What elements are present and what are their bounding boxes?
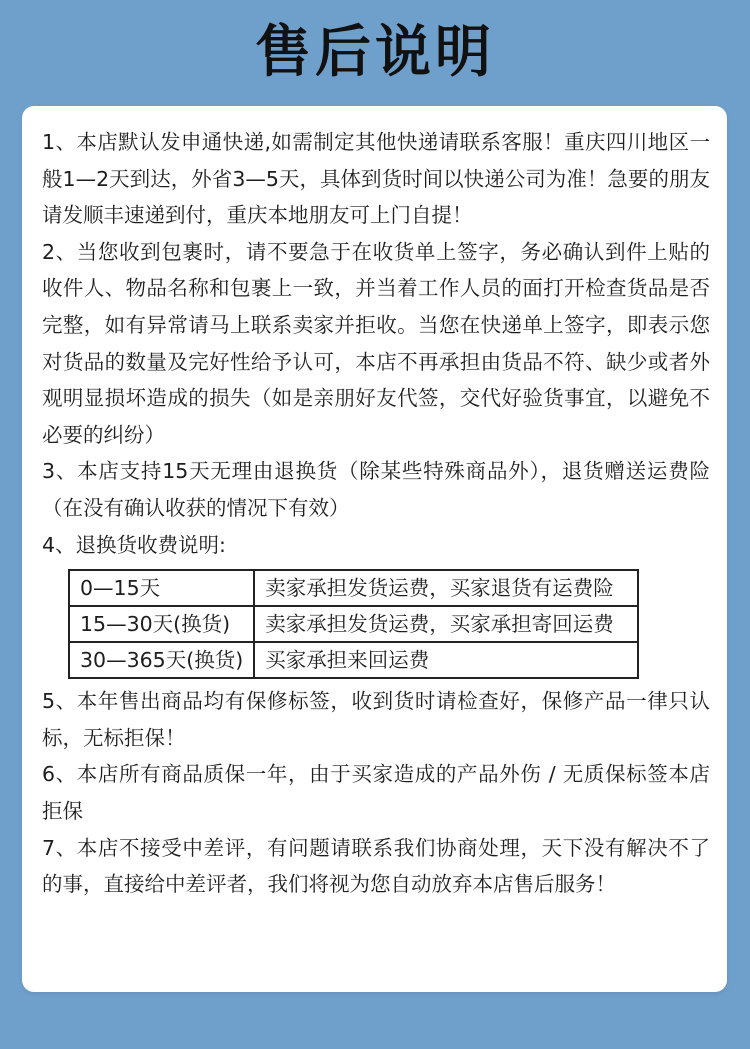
after-sales-card: [22, 106, 727, 992]
return-fee-table: [68, 569, 639, 679]
policy-item-1: 1、本店默认发申通快递,如需制定其他快递请联系客服！重庆四川地区一般1—2天到达，外省3—5天，具体到货时间以快递公司为准！急要的朋友请发顺丰速递到付，重庆本地朋友可上门自提！: [42, 130, 710, 228]
fee-period-cell: 0—15天: [69, 570, 254, 606]
policy-item-4: 4、退换货收费说明:: [42, 532, 226, 557]
fee-rule-cell: 买家承担来回运费: [254, 642, 638, 678]
page-title: 售后说明: [255, 20, 495, 85]
fee-rule-cell: 卖家承担发货运费，买家退货有运费险: [254, 570, 638, 606]
after-sales-content: [42, 124, 710, 903]
policy-item-6: 6、本店所有商品质保一年，由于买家造成的产品外伤 / 无质保标签本店拒保: [42, 762, 710, 823]
fee-period-cell: 15—30天(换货): [69, 606, 254, 642]
table-row: [69, 606, 638, 642]
fee-rule-cell: 卖家承担发货运费，买家承担寄回运费: [254, 606, 638, 642]
policy-item-5: 5、本年售出商品均有保修标签，收到货时请检查好，保修产品一律只认标，无标拒保！: [42, 689, 710, 750]
table-row: [69, 642, 638, 678]
policy-item-7: 7、本店不接受中差评，有问题请联系我们协商处理，天下没有解决不了的事，直接给中差评者，我们将视为您自动放弃本店售后服务！: [42, 835, 710, 897]
policy-item-2: 2、当您收到包裹时，请不要急于在收货单上签字，务必确认到件上贴的收件人、物品名称和包裹上一致，并当着工作人员的面打开检查货品是否完整，如有异常请马上联系卖家并拒收。当您在快递单上签字，即表示您对货品的数量及完好性给予认可，本店不再承担由货品不符、缺少或者外观明显损坏造成的损失（如是亲朋好友代签，交代好验货事宜，以避免不必要的纠纷）: [42, 239, 710, 447]
table-row: [69, 570, 638, 606]
policy-item-3: 3、本店支持15天无理由退换货（除某些特殊商品外），退货赠送运费险（在没有确认收获的情况下有效）: [42, 459, 710, 520]
fee-period-cell: 30—365天(换货): [69, 642, 254, 678]
